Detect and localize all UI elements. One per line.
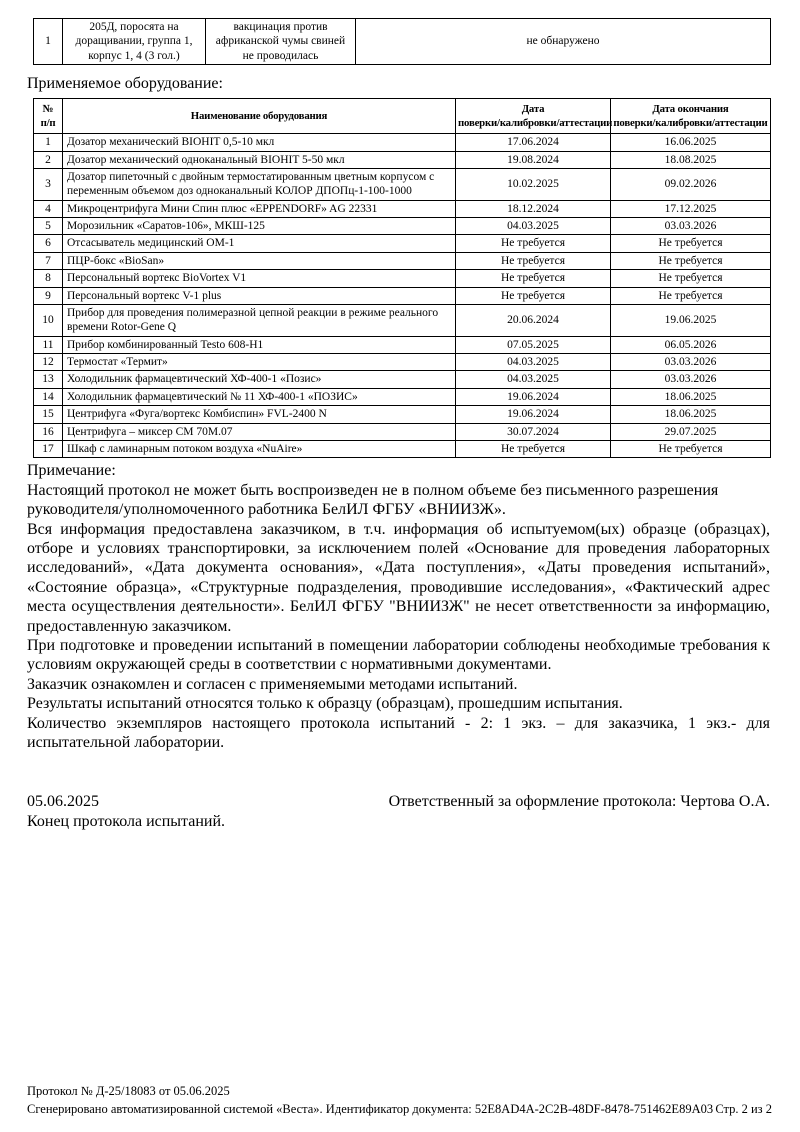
sample-vaccination-cell: вакцинация против африканской чумы свиней не проводилась <box>206 19 356 65</box>
column-header-name: Наименование оборудования <box>63 99 456 134</box>
equipment-date-start-cell: Не требуется <box>456 235 611 252</box>
equipment-date-start-cell: 04.03.2025 <box>456 371 611 388</box>
sample-result-cell: не обнаружено <box>356 19 771 65</box>
equipment-name-cell: Дозатор механический BIOHIT 0,5-10 мкл <box>63 134 456 151</box>
note-paragraph: Результаты испытаний относятся только к образцу (образцам), прошедшим испытания. <box>27 695 623 713</box>
equipment-row <box>34 168 771 200</box>
equipment-date-end-cell: Не требуется <box>611 252 771 269</box>
equipment-date-start-cell: 20.06.2024 <box>456 304 611 336</box>
note-paragraph: Настоящий протокол не может быть воспроизведен не в полном объеме без письменного разрешения руководителя/уполномоченного работника БелИЛ ФГБУ «ВНИИЗЖ». <box>27 481 719 519</box>
equipment-row <box>34 200 771 217</box>
equipment-date-end-cell: Не требуется <box>611 287 771 304</box>
equipment-date-start-cell: 04.03.2025 <box>456 218 611 235</box>
sample-results-table <box>33 18 771 65</box>
equipment-name-cell: Прибор для проведения полимеразной цепной реакции в режиме реального времени Rotor-Gene Q <box>63 304 456 336</box>
equipment-date-start-cell: 30.07.2024 <box>456 423 611 440</box>
equipment-num-cell: 6 <box>34 235 63 252</box>
equipment-row <box>34 270 771 287</box>
equipment-num-cell: 2 <box>34 151 63 168</box>
equipment-heading: Применяемое оборудование: <box>27 75 223 93</box>
equipment-date-end-cell: 18.08.2025 <box>611 151 771 168</box>
notes-section <box>27 461 770 752</box>
equipment-date-end-cell: Не требуется <box>611 440 771 457</box>
equipment-date-end-cell: 19.06.2025 <box>611 304 771 336</box>
equipment-row <box>34 252 771 269</box>
equipment-num-cell: 12 <box>34 354 63 371</box>
equipment-row <box>34 354 771 371</box>
equipment-table-header <box>34 99 771 134</box>
equipment-date-start-cell: 17.06.2024 <box>456 134 611 151</box>
equipment-name-cell: Отсасыватель медицинский ОМ-1 <box>63 235 456 252</box>
equipment-name-cell: Термостат «Термит» <box>63 354 456 371</box>
sample-description-cell: 205Д, поросята на доращивании, группа 1, корпус 1, 4 (3 гол.) <box>63 19 206 65</box>
equipment-date-start-cell: 19.06.2024 <box>456 388 611 405</box>
note-paragraph: Заказчик ознакомлен и согласен с применяемыми методами испытаний. <box>27 675 518 693</box>
equipment-name-cell: Дозатор пипеточный с двойным термостатированным цветным корпусом с переменным объемом доз одноканальный КОЛОР ДПОПц-1-100-1000 <box>63 168 456 200</box>
equipment-row <box>34 388 771 405</box>
equipment-num-cell: 11 <box>34 336 63 353</box>
sample-number-cell: 1 <box>34 19 63 65</box>
equipment-num-cell: 17 <box>34 440 63 457</box>
equipment-row <box>34 304 771 336</box>
equipment-date-start-cell: 07.05.2025 <box>456 336 611 353</box>
equipment-num-cell: 4 <box>34 200 63 217</box>
sample-row <box>34 19 771 65</box>
equipment-date-end-cell: 03.03.2026 <box>611 371 771 388</box>
equipment-num-cell: 8 <box>34 270 63 287</box>
equipment-num-cell: 16 <box>34 423 63 440</box>
equipment-row <box>34 371 771 388</box>
equipment-row <box>34 287 771 304</box>
equipment-name-cell: Персональный вортекс BioVortex V1 <box>63 270 456 287</box>
equipment-date-end-cell: 29.07.2025 <box>611 423 771 440</box>
equipment-num-cell: 13 <box>34 371 63 388</box>
equipment-row <box>34 235 771 252</box>
equipment-row <box>34 151 771 168</box>
notes-heading: Примечание: <box>27 462 116 480</box>
equipment-date-start-cell: Не требуется <box>456 252 611 269</box>
equipment-table <box>33 98 771 458</box>
signature-row <box>27 792 770 811</box>
equipment-date-start-cell: 19.08.2024 <box>456 151 611 168</box>
equipment-row <box>34 406 771 423</box>
equipment-date-end-cell: 18.06.2025 <box>611 388 771 405</box>
equipment-row <box>34 134 771 151</box>
equipment-date-start-cell: 19.06.2024 <box>456 406 611 423</box>
footer-protocol-number: Протокол № Д-25/18083 от 05.06.2025 <box>27 1084 230 1098</box>
column-header-date-end: Дата окончания поверки/калибровки/аттестации <box>611 99 771 134</box>
equipment-date-start-cell: Не требуется <box>456 287 611 304</box>
column-header-date-start: Дата поверки/калибровки/аттестации <box>456 99 611 134</box>
equipment-num-cell: 7 <box>34 252 63 269</box>
equipment-date-end-cell: Не требуется <box>611 270 771 287</box>
note-paragraph: Количество экземпляров настоящего протокола испытаний - 2: 1 экз. – для заказчика, 1 экз.- для испытательной лаборатории. <box>27 714 770 751</box>
footer-page-number: Стр. 2 из 2 <box>715 1102 772 1116</box>
equipment-num-cell: 1 <box>34 134 63 151</box>
equipment-date-start-cell: 04.03.2025 <box>456 354 611 371</box>
equipment-date-end-cell: 16.06.2025 <box>611 134 771 151</box>
signature-responsible: Ответственный за оформление протокола: Чертова О.А. <box>388 793 770 811</box>
equipment-name-cell: Персональный вортекс V-1 plus <box>63 287 456 304</box>
equipment-name-cell: Холодильник фармацевтический ХФ-400-1 «Позис» <box>63 371 456 388</box>
equipment-date-start-cell: 18.12.2024 <box>456 200 611 217</box>
page-footer <box>27 1082 772 1118</box>
equipment-num-cell: 15 <box>34 406 63 423</box>
column-header-num: № п/п <box>34 99 63 134</box>
equipment-date-start-cell: Не требуется <box>456 270 611 287</box>
note-paragraph: При подготовке и проведении испытаний в помещении лаборатории соблюдены необходимые требования к условиям окружающей среды в соответствии с нормативными документами. <box>27 636 770 674</box>
equipment-date-end-cell: 03.03.2026 <box>611 218 771 235</box>
equipment-num-cell: 14 <box>34 388 63 405</box>
equipment-date-end-cell: 03.03.2026 <box>611 354 771 371</box>
equipment-row <box>34 423 771 440</box>
equipment-date-end-cell: 06.05.2026 <box>611 336 771 353</box>
equipment-num-cell: 10 <box>34 304 63 336</box>
equipment-date-end-cell: Не требуется <box>611 235 771 252</box>
equipment-date-start-cell: Не требуется <box>456 440 611 457</box>
signature-date: 05.06.2025 <box>27 793 99 811</box>
equipment-name-cell: Микроцентрифуга Мини Спин плюс «EPPENDORF» AG 22331 <box>63 200 456 217</box>
equipment-num-cell: 3 <box>34 168 63 200</box>
equipment-num-cell: 9 <box>34 287 63 304</box>
equipment-name-cell: Морозильник «Саратов-106», МКШ-125 <box>63 218 456 235</box>
equipment-name-cell: Центрифуга «Фуга/вортекс Комбиспин» FVL-2400 N <box>63 406 456 423</box>
equipment-name-cell: Центрифуга – миксер СМ 70М.07 <box>63 423 456 440</box>
equipment-name-cell: Холодильник фармацевтический № 11 ХФ-400-1 «ПОЗИС» <box>63 388 456 405</box>
equipment-row <box>34 218 771 235</box>
equipment-name-cell: ПЦР-бокс «BioSan» <box>63 252 456 269</box>
equipment-name-cell: Прибор комбинированный Testo 608-H1 <box>63 336 456 353</box>
footer-generated-info: Сгенерировано автоматизированной системой «Веста». Идентификатор документа: 52E8AD4A-2C2B-48DF-8478-751462E89A03 <box>27 1102 714 1116</box>
equipment-row <box>34 336 771 353</box>
note-paragraph: Вся информация предоставлена заказчиком, в т.ч. информация об испытуемом(ых) образце (образцах), отборе и условиях транспортировки, за исключением полей «Основание для проведения лабораторных исследований», «Дата документа основания», «Дата поступления», «Даты проведения испытаний», «Состояние образца», «Структурные подразделения, проводившие исследования», «Фактический адрес места осуществления деятельности». БелИЛ ФГБУ "ВНИИЗЖ" не несет ответственности за информацию, предоставленную заказчиком. <box>27 520 770 635</box>
equipment-num-cell: 5 <box>34 218 63 235</box>
equipment-date-end-cell: 18.06.2025 <box>611 406 771 423</box>
equipment-date-start-cell: 10.02.2025 <box>456 168 611 200</box>
equipment-date-end-cell: 09.02.2026 <box>611 168 771 200</box>
equipment-name-cell: Шкаф с ламинарным потоком воздуха «NuAire» <box>63 440 456 457</box>
equipment-date-end-cell: 17.12.2025 <box>611 200 771 217</box>
end-of-protocol: Конец протокола испытаний. <box>27 812 226 830</box>
equipment-row <box>34 440 771 457</box>
equipment-name-cell: Дозатор механический одноканальный BIOHIT 5-50 мкл <box>63 151 456 168</box>
